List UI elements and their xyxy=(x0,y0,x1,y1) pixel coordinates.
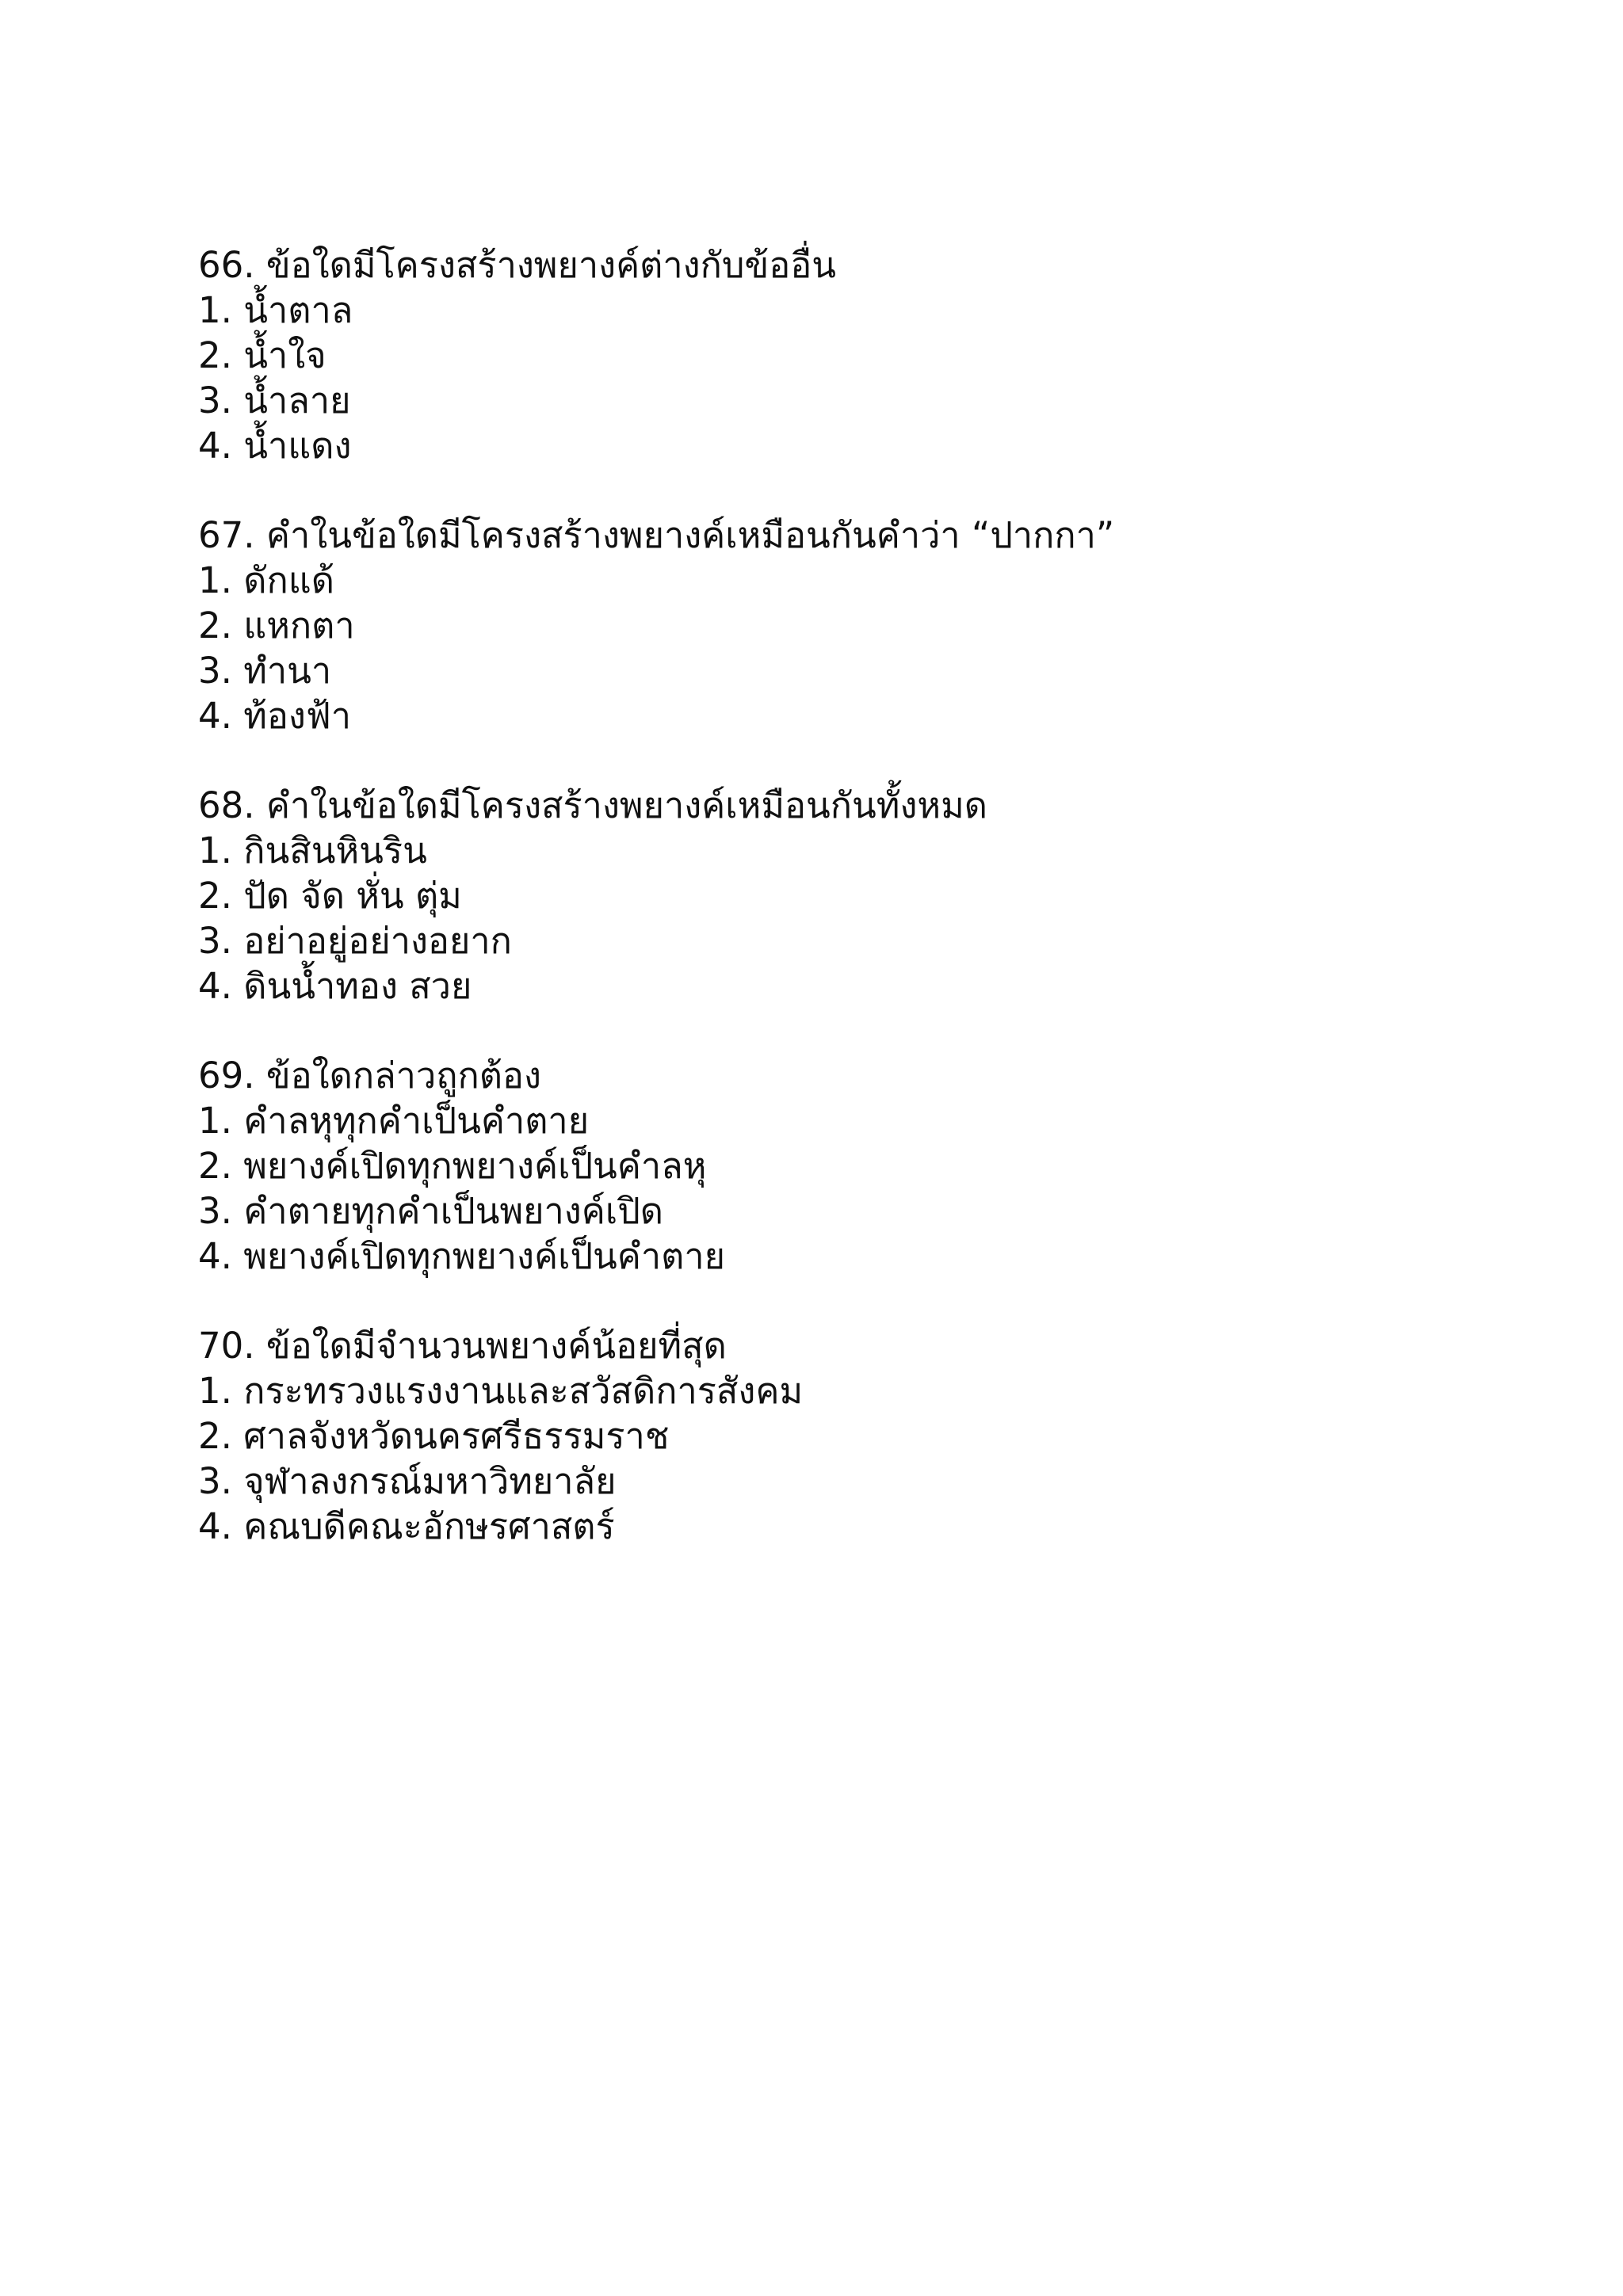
answer-option: 4. คณบดีคณะอักษรศาสตร์ xyxy=(198,1505,615,1547)
exam-page xyxy=(198,242,1545,1593)
answer-option: 4. น้ำแดง xyxy=(198,425,352,467)
question-69 xyxy=(198,1053,1545,1279)
answer-option: 3. จุฬาลงกรณ์มหาวิทยาลัย xyxy=(198,1460,617,1502)
question-prompt: 69. ข้อใดกล่าวถูกต้อง xyxy=(198,1055,541,1097)
question-prompt: 66. ข้อใดมีโครงสร้างพยางค์ต่างกับข้ออื่น xyxy=(198,244,837,286)
answer-option: 3. ทำนา xyxy=(198,650,332,692)
answer-option: 2. พยางค์เปิดทุกพยางค์เป็นคำลหุ xyxy=(198,1145,707,1187)
answer-option: 1. กระทรวงแรงงานและสวัสดิการสังคม xyxy=(198,1370,804,1412)
question-70 xyxy=(198,1323,1545,1549)
answer-option: 1. คำลหุทุกคำเป็นคำตาย xyxy=(198,1100,590,1142)
question-prompt: 68. คำในข้อใดมีโครงสร้างพยางค์เหมือนกันทั้งหมด xyxy=(198,784,987,826)
answer-option: 3. อย่าอยู่อย่างอยาก xyxy=(198,920,512,962)
answer-option: 4. พยางค์เปิดทุกพยางค์เป็นคำตาย xyxy=(198,1235,726,1277)
answer-option: 4. ดินน้ำทอง สวย xyxy=(198,965,472,1007)
answer-option: 3. น้ำลาย xyxy=(198,379,351,421)
answer-option: 3. คำตายทุกคำเป็นพยางค์เปิด xyxy=(198,1190,663,1232)
answer-option: 2. แหกตา xyxy=(198,605,355,646)
answer-option: 2. น้ำใจ xyxy=(198,334,327,376)
answer-option: 1. น้ำตาล xyxy=(198,289,353,331)
question-prompt: 70. ข้อใดมีจำนวนพยางค์น้อยที่สุด xyxy=(198,1325,727,1367)
question-prompt: 67. คำในข้อใดมีโครงสร้างพยางค์เหมือนกันคำว่า “ปากกา” xyxy=(198,514,1115,556)
answer-option: 2. ปัด จัด หั่น ตุ่ม xyxy=(198,875,462,917)
question-68 xyxy=(198,783,1545,1009)
question-66 xyxy=(198,242,1545,468)
answer-option: 4. ท้องฟ้า xyxy=(198,695,352,737)
answer-option: 2. ศาลจังหวัดนครศรีธรรมราช xyxy=(198,1415,670,1457)
question-67 xyxy=(198,513,1545,738)
answer-option: 1. กินสินหินริน xyxy=(198,830,427,871)
answer-option: 1. ดักแด้ xyxy=(198,559,334,601)
